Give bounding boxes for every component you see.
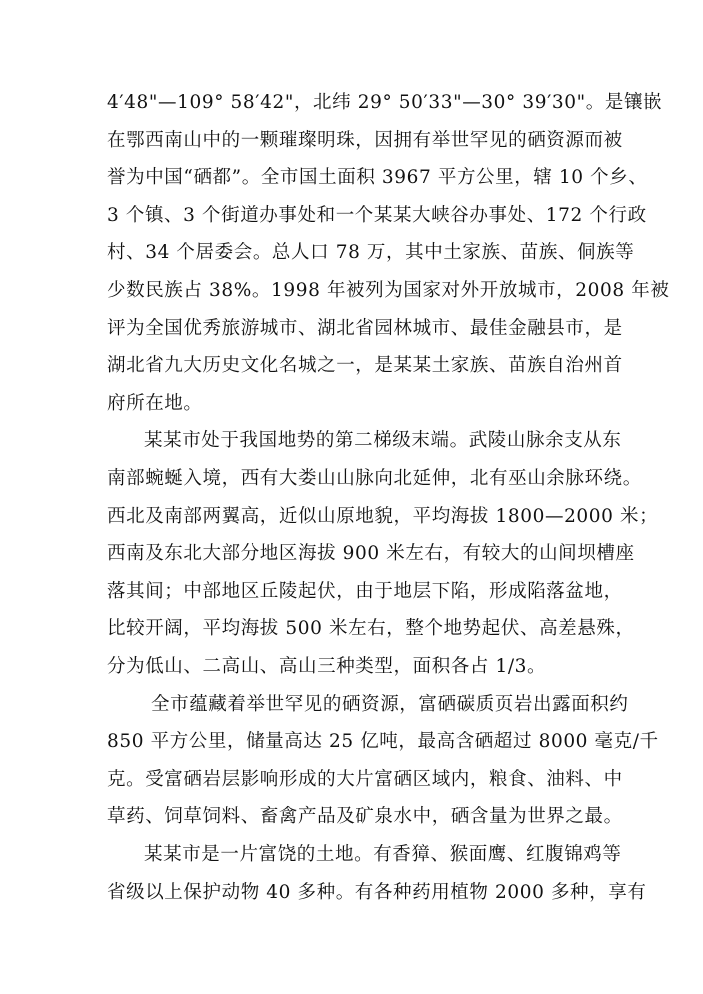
text-line: 评为全国优秀旅游城市、湖北省园林城市、最佳金融县市，是 xyxy=(107,318,623,339)
text-line: 3 个镇、3 个街道办事处和一个某某大峡谷办事处、172 个行政 xyxy=(107,205,647,226)
paragraph-first-line: 某某市是一片富饶的土地。有香獐、猴面鹰、红腹锦鸡等 xyxy=(144,844,622,865)
text-line: 府所在地。 xyxy=(107,393,203,414)
text-line: 在鄂西南山中的一颗璀璨明珠，因拥有举世罕见的硒资源而被 xyxy=(107,130,623,151)
text-line: 少数民族占 38%。1998 年被列为国家对外开放城市，2008 年被 xyxy=(107,280,670,301)
text-line: 湖北省九大历史文化名城之一，是某某土家族、苗族自治州首 xyxy=(107,355,623,376)
text-line: 西南及东北大部分地区海拔 900 米左右，有较大的山间坝槽座 xyxy=(107,543,635,564)
text-line: 分为低山、二高山、高山三种类型，面积各占 1/3。 xyxy=(107,656,547,677)
text-line: 省级以上保护动物 40 多种。有各种药用植物 2000 多种，享有 xyxy=(107,882,647,903)
text-line: 落其间；中部地区丘陵起伏，由于地层下陷，形成陷落盆地， xyxy=(107,581,623,602)
text-line: 誉为中国“硒都”。全市国土面积 3967 平方公里，辖 10 个乡、 xyxy=(107,167,648,188)
text-line: 850 平方公里，储量高达 25 亿吨，最高含硒超过 8000 毫克/千 xyxy=(107,731,659,752)
text-line: 草药、饲草饲料、畜禽产品及矿泉水中，硒含量为世界之最。 xyxy=(107,806,623,827)
paragraph-first-line: 某某市处于我国地势的第二梯级末端。武陵山脉余支从东 xyxy=(144,430,622,451)
paragraph-first-line: 全市蕴藏着举世罕见的硒资源，富硒碳质页岩出露面积约 xyxy=(151,694,629,715)
text-line: 4′48"—109° 58′42"，北纬 29° 50′33"—30° 39′30"。是镶嵌 xyxy=(107,92,663,113)
text-line: 克。受富硒岩层影响形成的大片富硒区域内，粮食、油料、中 xyxy=(107,769,623,790)
text-line: 村、34 个居委会。总人口 78 万，其中土家族、苗族、侗族等 xyxy=(107,242,635,263)
text-line: 比较开阔，平均海拔 500 米左右，整个地势起伏、高差悬殊， xyxy=(107,618,635,639)
text-line: 西北及南部两翼高，近似山原地貌，平均海拔 1800—2000 米； xyxy=(107,506,659,527)
text-line: 南部蜿蜒入境，西有大娄山山脉向北延伸，北有巫山余脉环绕。 xyxy=(107,468,642,489)
